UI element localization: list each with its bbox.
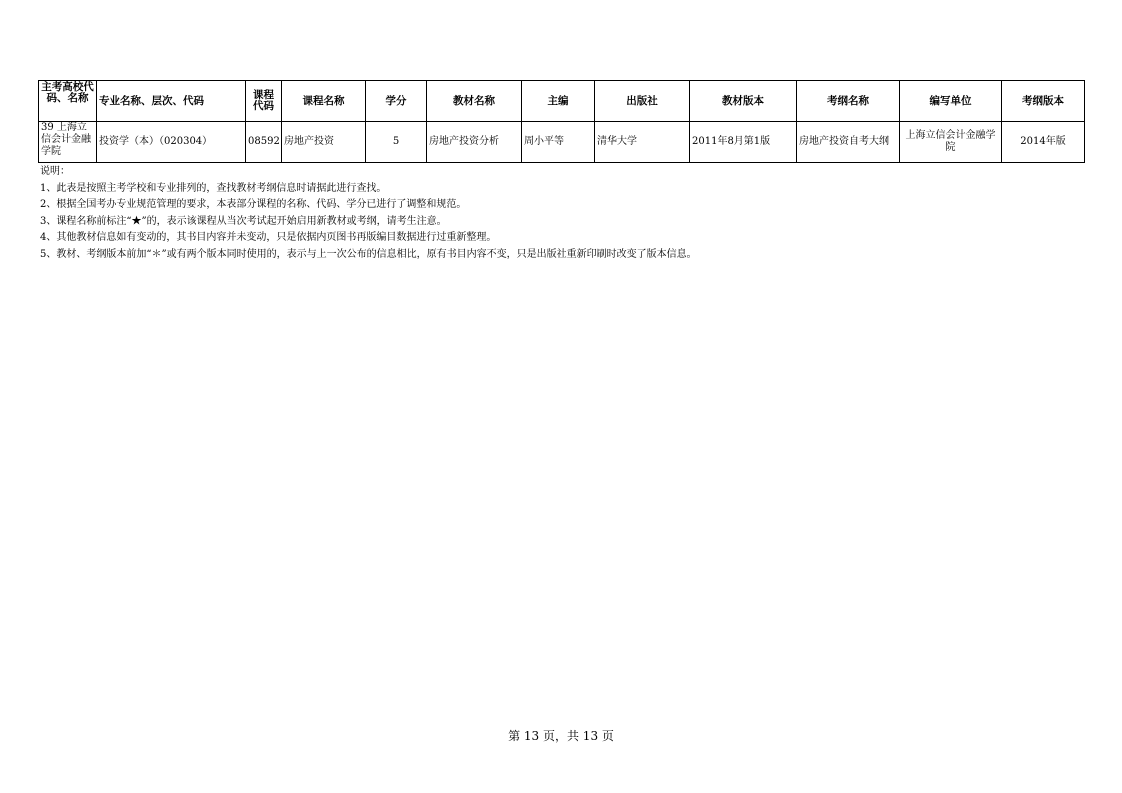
header-publisher: 出版社 — [595, 81, 690, 122]
cell-course-code: 08592 — [246, 122, 282, 163]
header-course-code: 课程代码 — [246, 81, 282, 122]
cell-syllabus-edition: 2014年版 — [1002, 122, 1085, 163]
table-header-row — [39, 81, 1085, 122]
cell-publisher: 清华大学 — [595, 122, 690, 163]
cell-syllabus-name: 房地产投资自考大纲 — [797, 122, 900, 163]
cell-editor: 周小平等 — [522, 122, 595, 163]
header-major: 专业名称、层次、代码 — [97, 81, 246, 122]
cell-textbook-edition: 2011年8月第1版 — [690, 122, 797, 163]
header-syllabus-name: 考纲名称 — [797, 81, 900, 122]
note-item: 5、教材、考纲版本前加“＊”或有两个版本同时使用的，表示与上一次公布的信息相比，原有书目内容不变，只是出版社重新印刷时改变了版本信息。 — [40, 248, 697, 260]
header-editor: 主编 — [522, 81, 595, 122]
header-syllabus-edition: 考纲版本 — [1002, 81, 1085, 122]
note-item: 4、其他教材信息如有变动的，其书目内容并未变动，只是依据内页图书再版编目数据进行过重新整理。 — [40, 232, 497, 243]
note-item: 2、根据全国考办专业规范管理的要求，本表部分课程的名称、代码、学分已进行了调整和规范。 — [40, 199, 467, 210]
header-school: 主考高校代码、名称 — [39, 81, 97, 122]
table-row — [39, 122, 1085, 163]
page-number: 第 13 页，共 13 页 — [508, 729, 614, 743]
header-textbook-edition: 教材版本 — [690, 81, 797, 122]
cell-credits: 5 — [366, 122, 427, 163]
note-item: 1、此表是按照主考学校和专业排列的，查找教材考纲信息时请据此进行查找。 — [40, 182, 387, 194]
cell-major: 投资学（本）（020304） — [97, 122, 246, 163]
header-textbook: 教材名称 — [427, 81, 522, 122]
header-credits: 学分 — [366, 81, 427, 122]
cell-course-name: 房地产投资 — [282, 122, 366, 163]
cell-textbook: 房地产投资分析 — [427, 122, 522, 163]
textbook-table — [38, 80, 1085, 163]
header-course-name: 课程名称 — [282, 81, 366, 122]
cell-school: 39 上海立信会计金融学院 — [39, 122, 97, 163]
note-item: 3、课程名称前标注“★”的，表示该课程从当次考试起开始启用新教材或考纲，请考生注意。 — [40, 215, 447, 227]
header-compiler: 编写单位 — [900, 81, 1002, 122]
cell-compiler: 上海立信会计金融学院 — [900, 122, 1002, 163]
notes-section — [40, 164, 697, 263]
notes-heading: 说明： — [40, 166, 70, 177]
